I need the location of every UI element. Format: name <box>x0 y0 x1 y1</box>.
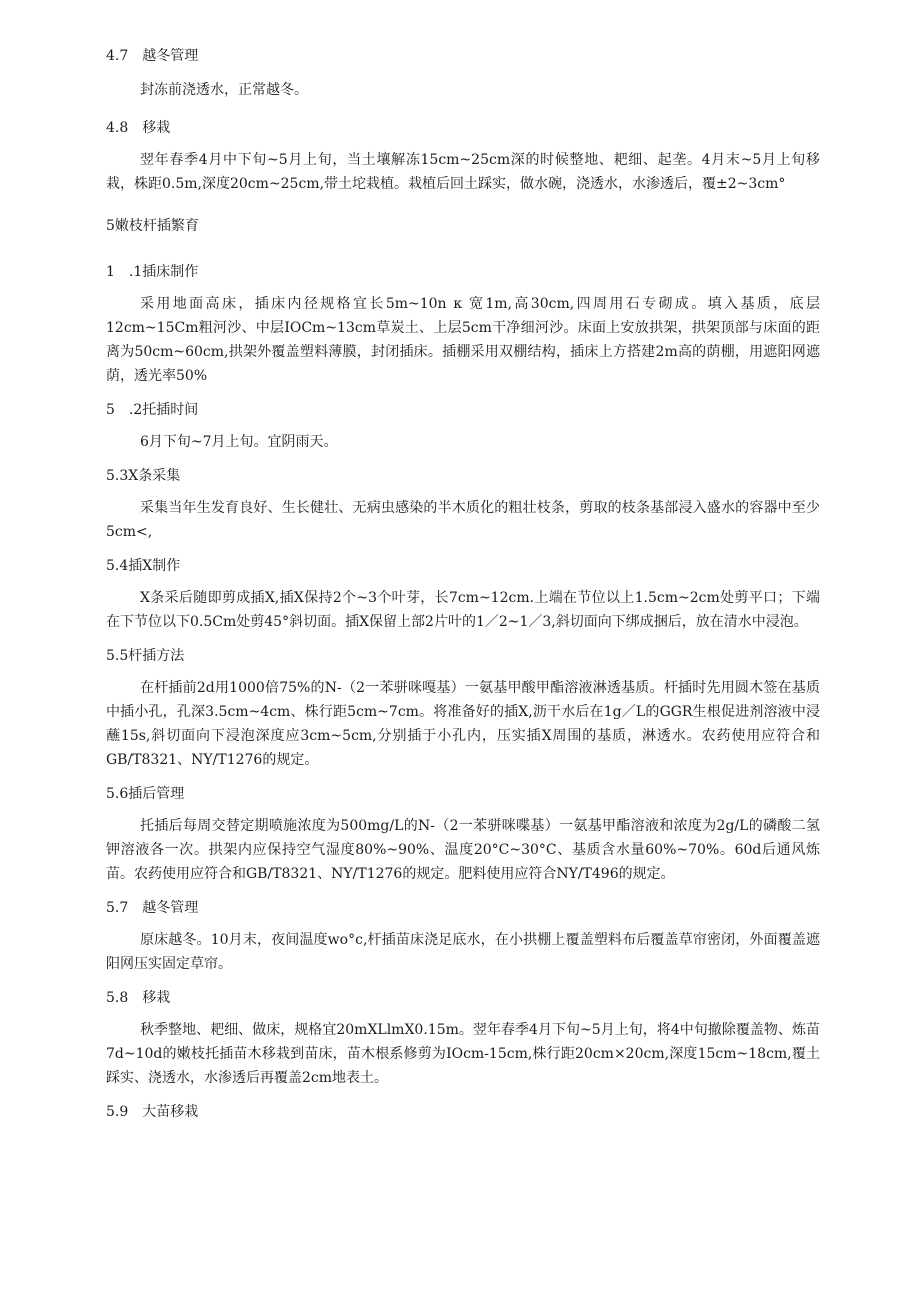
subsection-5-4 <box>106 554 820 634</box>
section-heading: 4.8 移栽 <box>106 120 171 136</box>
subsection-heading: 5.4插X制作 <box>106 558 181 574</box>
section-4-7 <box>106 44 820 102</box>
subsection-5-3 <box>106 464 820 544</box>
subsection-paragraph: 6月下旬~7月上旬。宜阴雨天。 <box>140 434 338 450</box>
subsection-heading: 5.5杆插方法 <box>106 648 185 664</box>
subsection-paragraph: 秋季整地、耙细、做床，规格宜20mXLlmX0.15m。翌年春季4月下旬~5月上旬，将4中旬撤除覆盖物、炼苗7d~10d的嫩枝托插苗木移栽到苗床，苗木根系修剪为IOcm-15cm,株行距20cm×20cm,深度15cm~18cm,覆土踩实、浇透水，水渗透后再覆盖2cm地表土。 <box>106 1022 820 1086</box>
section-paragraph: 封冻前浇透水，正常越冬。 <box>140 82 308 98</box>
subsection-5-2 <box>106 398 820 454</box>
subsection-heading: 5.9 大苗移栽 <box>106 1104 199 1120</box>
subsection-5-1 <box>106 260 820 388</box>
main-section-title: 5嫩枝杆插繁育 <box>106 218 199 234</box>
subsection-5-5 <box>106 644 820 772</box>
subsection-paragraph: 原床越冬。10月末，夜间温度wo°c,杆插苗床浇足底水，在小拱棚上覆盖塑料布后覆盖草帘密闭，外面覆盖遮阳网压实固定草帘。 <box>106 932 820 972</box>
section-paragraph: 翌年春季4月中下旬~5月上旬，当土壤解冻15cm~25cm深的时候整地、耙细、起垄。4月末~5月上旬移栽，株距0.5m,深度20cm~25cm,带土坨栽植。栽植后回土踩实，做水碗，浇透水，水渗透后，覆±2~3cm° <box>106 152 820 192</box>
section-heading: 4.7 越冬管理 <box>106 48 199 64</box>
subsection-5-8 <box>106 986 820 1090</box>
subsection-5-6 <box>106 782 820 886</box>
subsection-5-7 <box>106 896 820 976</box>
subsection-5-9 <box>106 1100 820 1124</box>
subsection-heading: 5.6插后管理 <box>106 786 185 802</box>
subsection-heading: 1 .1插床制作 <box>106 264 199 280</box>
subsection-heading: 5 .2托插时间 <box>106 402 199 418</box>
subsection-paragraph: 在杆插前2d用1000倍75%的N-（2一苯骈咪嘎基）一氨基甲酸甲酯溶液淋透基质。杆插时先用圆木签在基质中插小孔，孔深3.5cm~4cm、株行距5cm~7cm。将准备好的插X,沥干水后在1g／L的GGR生根促进剂溶液中浸蘸15s,斜切面向下浸泡深度应3cm~5cm,分别插于小孔内，压实插X周围的基质，淋透水。农药使用应符合和GB/T8321、NY/T1276的规定。 <box>106 680 820 768</box>
subsection-paragraph: 采集当年生发育良好、生长健壮、无病虫感染的半木质化的粗壮枝条，剪取的枝条基部浸入盛水的容器中至少5cm<, <box>106 500 820 540</box>
subsection-heading: 5.7 越冬管理 <box>106 900 199 916</box>
subsection-heading: 5.3X条采集 <box>106 468 181 484</box>
subsection-paragraph: 采用地面高床，插床内径规格宜长5m~10n κ 宽1m,高30cm,四周用石专砌成。填入基质，底层12cm~15Cm粗河沙、中层IOCm~13cm草炭土、上层5cm干净细河沙。床面上安放拱架，拱架顶部与床面的距离为50cm~60cm,拱架外覆盖塑料薄膜，封闭插床。插棚采用双棚结构，插床上方搭建2m高的荫棚，用遮阳网遮荫，透光率50% <box>106 296 820 384</box>
subsection-paragraph: 托插后每周交替定期喷施浓度为500mg/L的N-（2一苯骈咪喋基）一氨基甲酯溶液和浓度为2g/L的磷酸二氢钾溶液各一次。拱架内应保持空气湿度80%~90%、温度20°C~30°C、基质含水量60%~70%。60d后通风炼苗。农药使用应符合和GB/T8321、NY/T1276的规定。肥料使用应符合NY/T496的规定。 <box>106 818 820 882</box>
subsection-heading: 5.8 移栽 <box>106 990 171 1006</box>
section-4-8 <box>106 116 820 196</box>
subsection-paragraph: X条采后随即剪成插X,插X保持2个~3个叶芽，长7cm~12cm.上端在节位以上1.5cm~2cm处剪平口；下端在下节位以下0.5Cm处剪45°斜切面。插X保留上部2片叶的1／2~1／3,斜切面向下绑成捆后，放在清水中浸泡。 <box>106 590 820 630</box>
